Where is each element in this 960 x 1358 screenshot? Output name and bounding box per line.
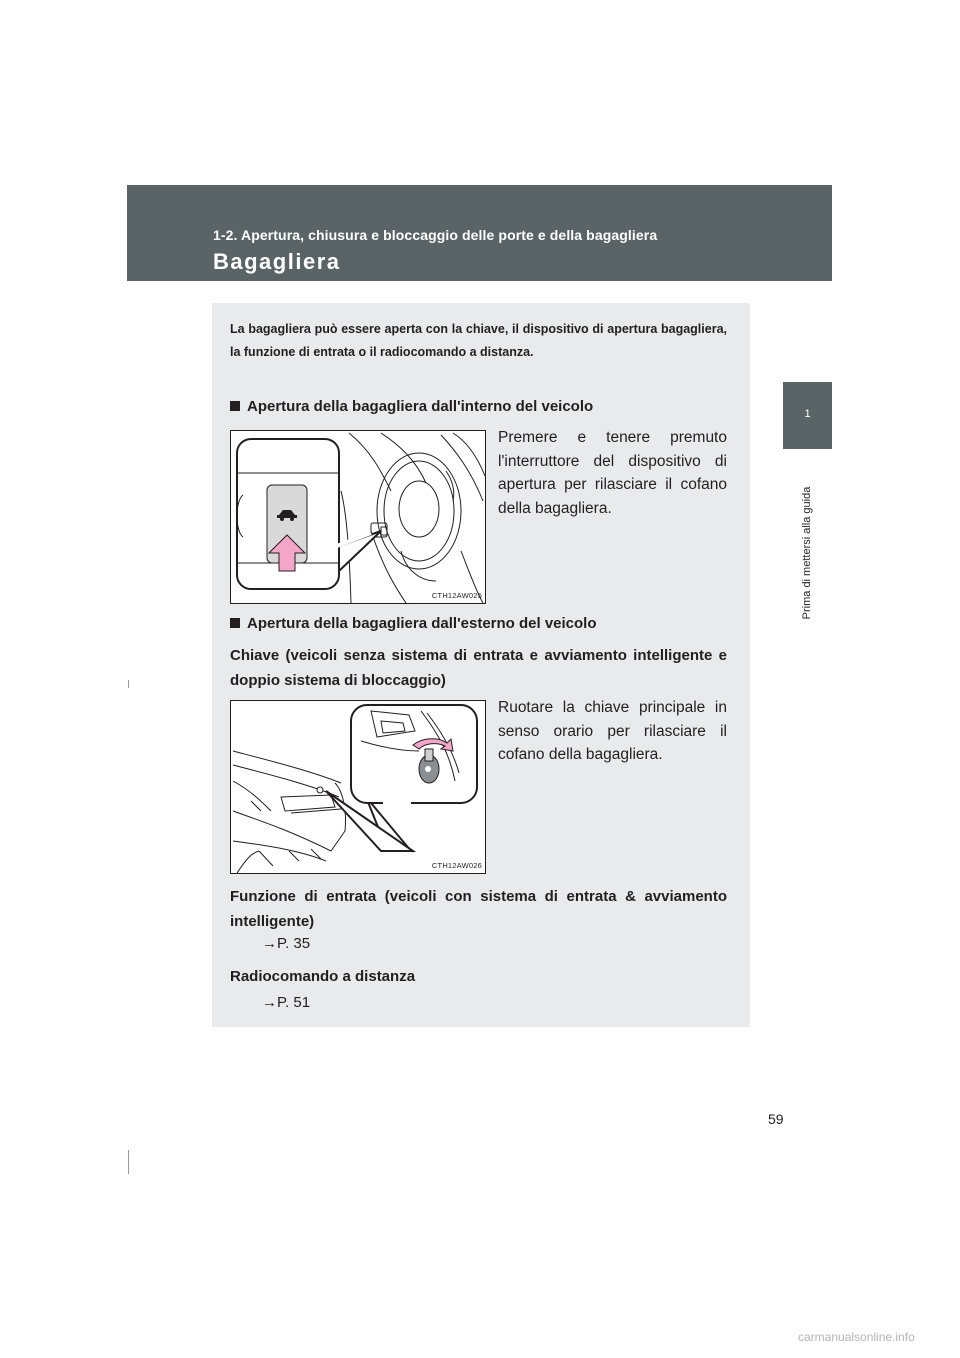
watermark: carmanualsonline.info [798, 1330, 915, 1344]
chapter-label [797, 455, 817, 651]
page-number: 59 [768, 1111, 784, 1127]
page-title: Bagagliera [213, 249, 341, 274]
interior-instruction: Premere e tenere premuto l'interruttore del dispositivo di apertura per rilasciare il cofano della bagagliera. [498, 429, 727, 517]
section-title: 1-2. Apertura, chiusura e bloccaggio delle porte e della bagagliera [213, 227, 658, 243]
chapter-label-text: Prima di mettersi alla guida [801, 486, 813, 620]
square-bullet-icon [230, 618, 240, 628]
chapter-number: 1 [804, 408, 811, 420]
exterior-heading-text: Apertura della bagagliera dall'esterno del veicolo [247, 615, 597, 632]
remote-page-reference[interactable]: →P. 51 [262, 994, 311, 1011]
exterior-heading [230, 615, 597, 632]
key-instruction: Ruotare la chiave principale in senso orario per rilasciare il cofano della bagagliera. [498, 699, 727, 763]
entry-page-reference[interactable]: →P. 35 [262, 935, 311, 952]
rear-key-illustration [231, 701, 486, 874]
figure-code: CTH12AW025 [431, 591, 482, 600]
crop-mark [128, 680, 129, 688]
intro-paragraph: La bagagliera può essere aperta con la chiave, il dispositivo di apertura bagagliera, la funzione di entrata o il radiocomando a distanza. [230, 322, 727, 359]
figure-code: CTH12AW026 [431, 861, 482, 870]
remote-heading: Radiocomando a distanza [230, 968, 416, 985]
entry-heading: Funzione di entrata (veicoli con sistema di entrata & avviamento intelligente) [230, 888, 727, 930]
key-heading: Chiave (veicoli senza sistema di entrata e avviamento intelligente e doppio sistema di bloccaggio) [230, 647, 727, 689]
square-bullet-icon [230, 401, 240, 411]
header-band [127, 185, 832, 281]
crop-mark [128, 1150, 129, 1174]
interior-heading [230, 398, 593, 415]
interior-figure [230, 430, 486, 604]
dashboard-switch-illustration [231, 431, 486, 604]
interior-heading-text: Apertura della bagagliera dall'interno del veicolo [247, 398, 594, 415]
exterior-figure [230, 700, 486, 874]
chapter-tab [783, 382, 832, 449]
